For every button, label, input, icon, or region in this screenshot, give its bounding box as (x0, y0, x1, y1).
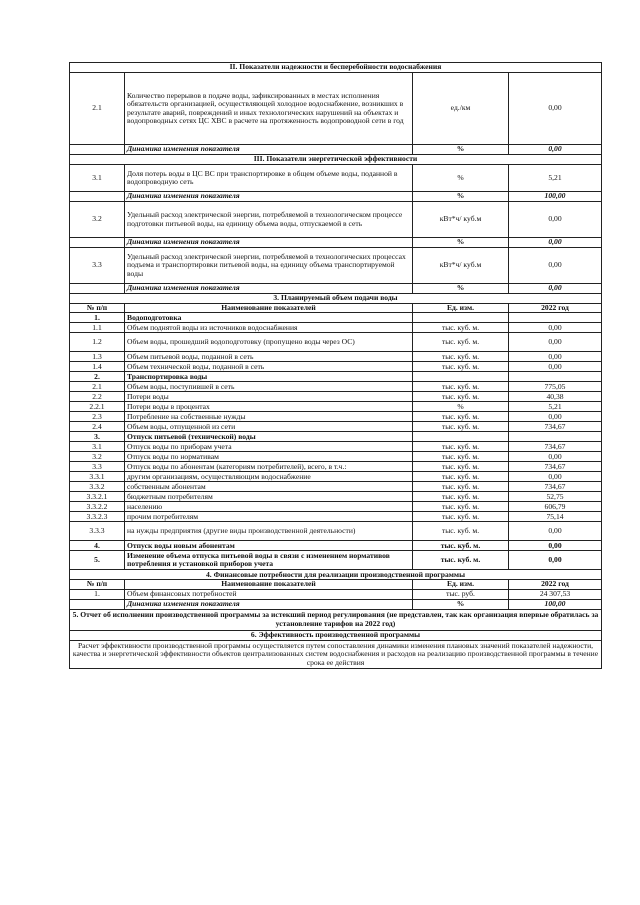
table-row (70, 522, 602, 541)
cell-num: 1.4 (70, 362, 125, 372)
cell-name: Потребление на собственные нужды (125, 412, 413, 422)
cell-name: прочим потребителям (125, 512, 413, 522)
column-header: 2022 год (509, 304, 602, 313)
table-row (70, 502, 602, 512)
cell-num (70, 192, 125, 202)
cell-name: Отпуск воды новым абонентам (125, 541, 413, 551)
cell-value: 0,00 (509, 202, 602, 238)
dynamics-unit: % (413, 284, 509, 294)
cell-num: 2.2 (70, 392, 125, 402)
cell-name: Объем питьевой воды, поданной в сеть (125, 352, 413, 362)
cell-value: 0,00 (509, 452, 602, 462)
cell-value: 775,05 (509, 382, 602, 392)
cell-num: 1. (70, 589, 125, 599)
dynamics-label: Динамика изменения показателя (125, 145, 413, 155)
cell-unit (413, 432, 509, 442)
cell-num (70, 284, 125, 294)
cell-name: Транспортировка воды (125, 372, 413, 382)
cell-value (509, 432, 602, 442)
cell-unit: тыс. куб. м. (413, 392, 509, 402)
section-volume (70, 294, 602, 304)
column-header: № п/п (70, 580, 125, 589)
dynamics-value: 0,00 (509, 284, 602, 294)
column-header: Наименование показателей (125, 304, 413, 313)
table-row (70, 372, 602, 382)
cell-num: 4. (70, 541, 125, 551)
cell-name: Потери воды (125, 392, 413, 402)
indicator-row (70, 73, 602, 145)
cell-num: 3.2 (70, 452, 125, 462)
table-row (70, 402, 602, 412)
cell-num: 1. (70, 313, 125, 323)
table-row (70, 412, 602, 422)
table-row (70, 492, 602, 502)
cell-num (70, 145, 125, 155)
section-energy-title: III. Показатели энергетической эффективности (70, 155, 602, 165)
dynamics-value: 0,00 (509, 238, 602, 248)
efficiency-text: Расчет эффективности производственной программы осуществляется путем сопоставления динамики изменения плановых значений показателей надежности, качества и энергетической эффективности объектов централизованных систем водоснабжения и расходов на реализацию производственной программы в течение срока ее действия (70, 640, 602, 668)
table-row (70, 352, 602, 362)
table-row (70, 432, 602, 442)
cell-num: 3.1 (70, 165, 125, 192)
cell-unit: кВт*ч/ куб.м (413, 248, 509, 284)
column-header: 2022 год (509, 580, 602, 589)
table-row (70, 589, 602, 599)
cell-value: 0,00 (509, 472, 602, 482)
cell-unit: тыс. куб. м. (413, 412, 509, 422)
cell-value: 0,00 (509, 352, 602, 362)
dynamics-unit: % (413, 192, 509, 202)
efficiency-text-row (70, 640, 602, 668)
cell-name: собственным абонентам (125, 482, 413, 492)
indicator-row (70, 165, 602, 192)
cell-name: Потери воды в процентах (125, 402, 413, 412)
cell-num: 2.1 (70, 382, 125, 392)
section-report (70, 609, 602, 630)
cell-name: на нужды предприятия (другие виды производственной деятельности) (125, 522, 413, 541)
cell-num: 3.3.2.3 (70, 512, 125, 522)
cell-num: 3.3.1 (70, 472, 125, 482)
cell-value: 734,67 (509, 462, 602, 472)
cell-value: 5,21 (509, 165, 602, 192)
cell-value: 0,00 (509, 73, 602, 145)
column-header-row (70, 304, 602, 313)
cell-num (70, 238, 125, 248)
cell-unit: % (413, 402, 509, 412)
column-header: Ед. изм. (413, 304, 509, 313)
cell-value: 0,00 (509, 333, 602, 352)
cell-unit: тыс. куб. м. (413, 541, 509, 551)
cell-num (70, 599, 125, 609)
cell-value (509, 372, 602, 382)
cell-unit: тыс. куб. м. (413, 462, 509, 472)
section-finance (70, 570, 602, 580)
cell-unit: тыс. куб. м. (413, 352, 509, 362)
cell-unit: тыс. куб. м. (413, 482, 509, 492)
table-row (70, 442, 602, 452)
column-header-row (70, 580, 602, 589)
cell-name: Отпуск воды по абонентам (категориям потребителей), всего, в т.ч.: (125, 462, 413, 472)
cell-num: 1.2 (70, 333, 125, 352)
cell-name: Количество перерывов в подаче воды, зафиксированных в местах исполнения обязательств организацией, осуществляющей холодное водоснабжение, возникших в результате аварий, повреждений и иных технологических нарушений на объектах и водопроводных сетях ЦС ХВС в расчете на протяженность водопроводной сети в год (125, 73, 413, 145)
table-row (70, 422, 602, 432)
cell-unit: тыс. руб. (413, 589, 509, 599)
dynamics-unit: % (413, 599, 509, 609)
dynamics-unit: % (413, 238, 509, 248)
cell-value: 52,75 (509, 492, 602, 502)
cell-unit: тыс. куб. м. (413, 502, 509, 512)
section-volume-title: 3. Планируемый объем подачи воды (70, 294, 602, 304)
cell-unit: тыс. куб. м. (413, 442, 509, 452)
cell-name: населению (125, 502, 413, 512)
table-row (70, 333, 602, 352)
dynamics-value: 100,00 (509, 192, 602, 202)
table-row (70, 482, 602, 492)
section-reliability-title: II. Показатели надежности и бесперебойности водоснабжения (70, 63, 602, 73)
cell-num: 3.3 (70, 248, 125, 284)
cell-name: Отпуск питьевой (технической) воды (125, 432, 413, 442)
cell-unit: тыс. куб. м. (413, 452, 509, 462)
indicator-row (70, 248, 602, 284)
cell-num: 1.1 (70, 323, 125, 333)
cell-num: 5. (70, 551, 125, 570)
cell-unit: тыс. куб. м. (413, 492, 509, 502)
production-program-table (69, 62, 602, 669)
cell-name: Доля потерь воды в ЦС ВС при транспортировке в общем объеме воды, поданной в водопроводную сеть (125, 165, 413, 192)
cell-num: 2.2.1 (70, 402, 125, 412)
cell-value: 75,14 (509, 512, 602, 522)
cell-unit: тыс. куб. м. (413, 362, 509, 372)
cell-unit: тыс. куб. м. (413, 422, 509, 432)
cell-value: 0,00 (509, 362, 602, 372)
cell-num: 3.2 (70, 202, 125, 238)
dynamics-value: 100,00 (509, 599, 602, 609)
table-row (70, 362, 602, 372)
cell-value (509, 313, 602, 323)
cell-unit (413, 313, 509, 323)
indicator-row (70, 202, 602, 238)
dynamics-row (70, 284, 602, 294)
cell-name: Объем поднятой воды из источников водоснабжения (125, 323, 413, 333)
cell-num: 2.1 (70, 73, 125, 145)
cell-num: 3. (70, 432, 125, 442)
cell-unit: тыс. куб. м. (413, 472, 509, 482)
cell-unit: % (413, 165, 509, 192)
table-row (70, 512, 602, 522)
dynamics-label: Динамика изменения показателя (125, 192, 413, 202)
cell-num: 3.3.2 (70, 482, 125, 492)
cell-value: 734,67 (509, 422, 602, 432)
section-efficiency-title: 6. Эффективность производственной программы (70, 630, 602, 640)
table-row (70, 323, 602, 333)
cell-value: 40,38 (509, 392, 602, 402)
cell-name: Объем воды, прошедший водоподготовку (пропущено воды через ОС) (125, 333, 413, 352)
cell-name: Удельный расход электрической энергии, потребляемой в технологических процессах подъема и транспортировки питьевой воды, на единицу объема транспортируемой воды (125, 248, 413, 284)
cell-num: 3.3.3 (70, 522, 125, 541)
section-reliability (70, 63, 602, 73)
cell-value: 24 307,53 (509, 589, 602, 599)
cell-value: 734,67 (509, 482, 602, 492)
cell-unit: тыс. куб. м. (413, 333, 509, 352)
cell-unit: кВт*ч/ куб.м (413, 202, 509, 238)
cell-value: 0,00 (509, 323, 602, 333)
table-row (70, 462, 602, 472)
cell-num: 3.3.2.2 (70, 502, 125, 512)
cell-num: 2.4 (70, 422, 125, 432)
dynamics-unit: % (413, 145, 509, 155)
dynamics-value: 0,00 (509, 145, 602, 155)
table-body (70, 63, 602, 669)
cell-value: 0,00 (509, 522, 602, 541)
cell-num: 3.3.2.1 (70, 492, 125, 502)
dynamics-row (70, 192, 602, 202)
column-header: Наименование показателей (125, 580, 413, 589)
cell-unit: тыс. куб. м. (413, 551, 509, 570)
cell-name: Водоподготовка (125, 313, 413, 323)
cell-value: 0,00 (509, 551, 602, 570)
cell-name: другим организациям, осуществляющим водоснабжение (125, 472, 413, 482)
cell-name: Объем технической воды, поданной в сеть (125, 362, 413, 372)
dynamics-row (70, 238, 602, 248)
cell-value: 734,67 (509, 442, 602, 452)
section-efficiency (70, 630, 602, 640)
cell-name: Отпуск воды по приборам учета (125, 442, 413, 452)
cell-num: 2.3 (70, 412, 125, 422)
cell-value: 0,00 (509, 541, 602, 551)
cell-value: 0,00 (509, 248, 602, 284)
cell-num: 3.3 (70, 462, 125, 472)
cell-name: Объем финансовых потребностей (125, 589, 413, 599)
cell-unit: тыс. куб. м. (413, 382, 509, 392)
table-row (70, 472, 602, 482)
dynamics-label: Динамика изменения показателя (125, 238, 413, 248)
cell-unit: тыс. куб. м. (413, 522, 509, 541)
cell-unit (413, 372, 509, 382)
cell-name: Объем воды, отпущенной из сети (125, 422, 413, 432)
cell-value: 606,79 (509, 502, 602, 512)
table-row (70, 313, 602, 323)
cell-name: Удельный расход электрической энергии, потребляемой в технологическом процессе подготовки питьевой воды, на единицу объема воды, отпускаемой в сеть (125, 202, 413, 238)
cell-name: бюджетным потребителям (125, 492, 413, 502)
cell-name: Изменение объема отпуска питьевой воды в связи с изменением нормативов потребления и установкой приборов учета (125, 551, 413, 570)
dynamics-label: Динамика изменения показателя (125, 284, 413, 294)
table-row (70, 392, 602, 402)
column-header: Ед. изм. (413, 580, 509, 589)
cell-name: Отпуск воды по нормативам (125, 452, 413, 462)
column-header: № п/п (70, 304, 125, 313)
cell-unit: тыс. куб. м. (413, 323, 509, 333)
table-row (70, 551, 602, 570)
dynamics-row (70, 145, 602, 155)
section-report-title: 5. Отчет об исполнении производственной программы за истекший период регулирования (не представлен, так как организация впервые обратилась за установление тарифов на 2022 год) (70, 609, 602, 630)
section-finance-title: 4. Финансовые потребности для реализации производственной программы (70, 570, 602, 580)
cell-unit: ед./км (413, 73, 509, 145)
cell-value: 0,00 (509, 412, 602, 422)
table-row (70, 382, 602, 392)
cell-unit: тыс. куб. м. (413, 512, 509, 522)
section-energy (70, 155, 602, 165)
cell-name: Объем воды, поступившей в сеть (125, 382, 413, 392)
table-row (70, 541, 602, 551)
dynamics-label: Динамика изменения показателя (125, 599, 413, 609)
table-row (70, 452, 602, 462)
cell-value: 5,21 (509, 402, 602, 412)
cell-num: 3.1 (70, 442, 125, 452)
cell-num: 2. (70, 372, 125, 382)
cell-num: 1.3 (70, 352, 125, 362)
dynamics-row (70, 599, 602, 609)
